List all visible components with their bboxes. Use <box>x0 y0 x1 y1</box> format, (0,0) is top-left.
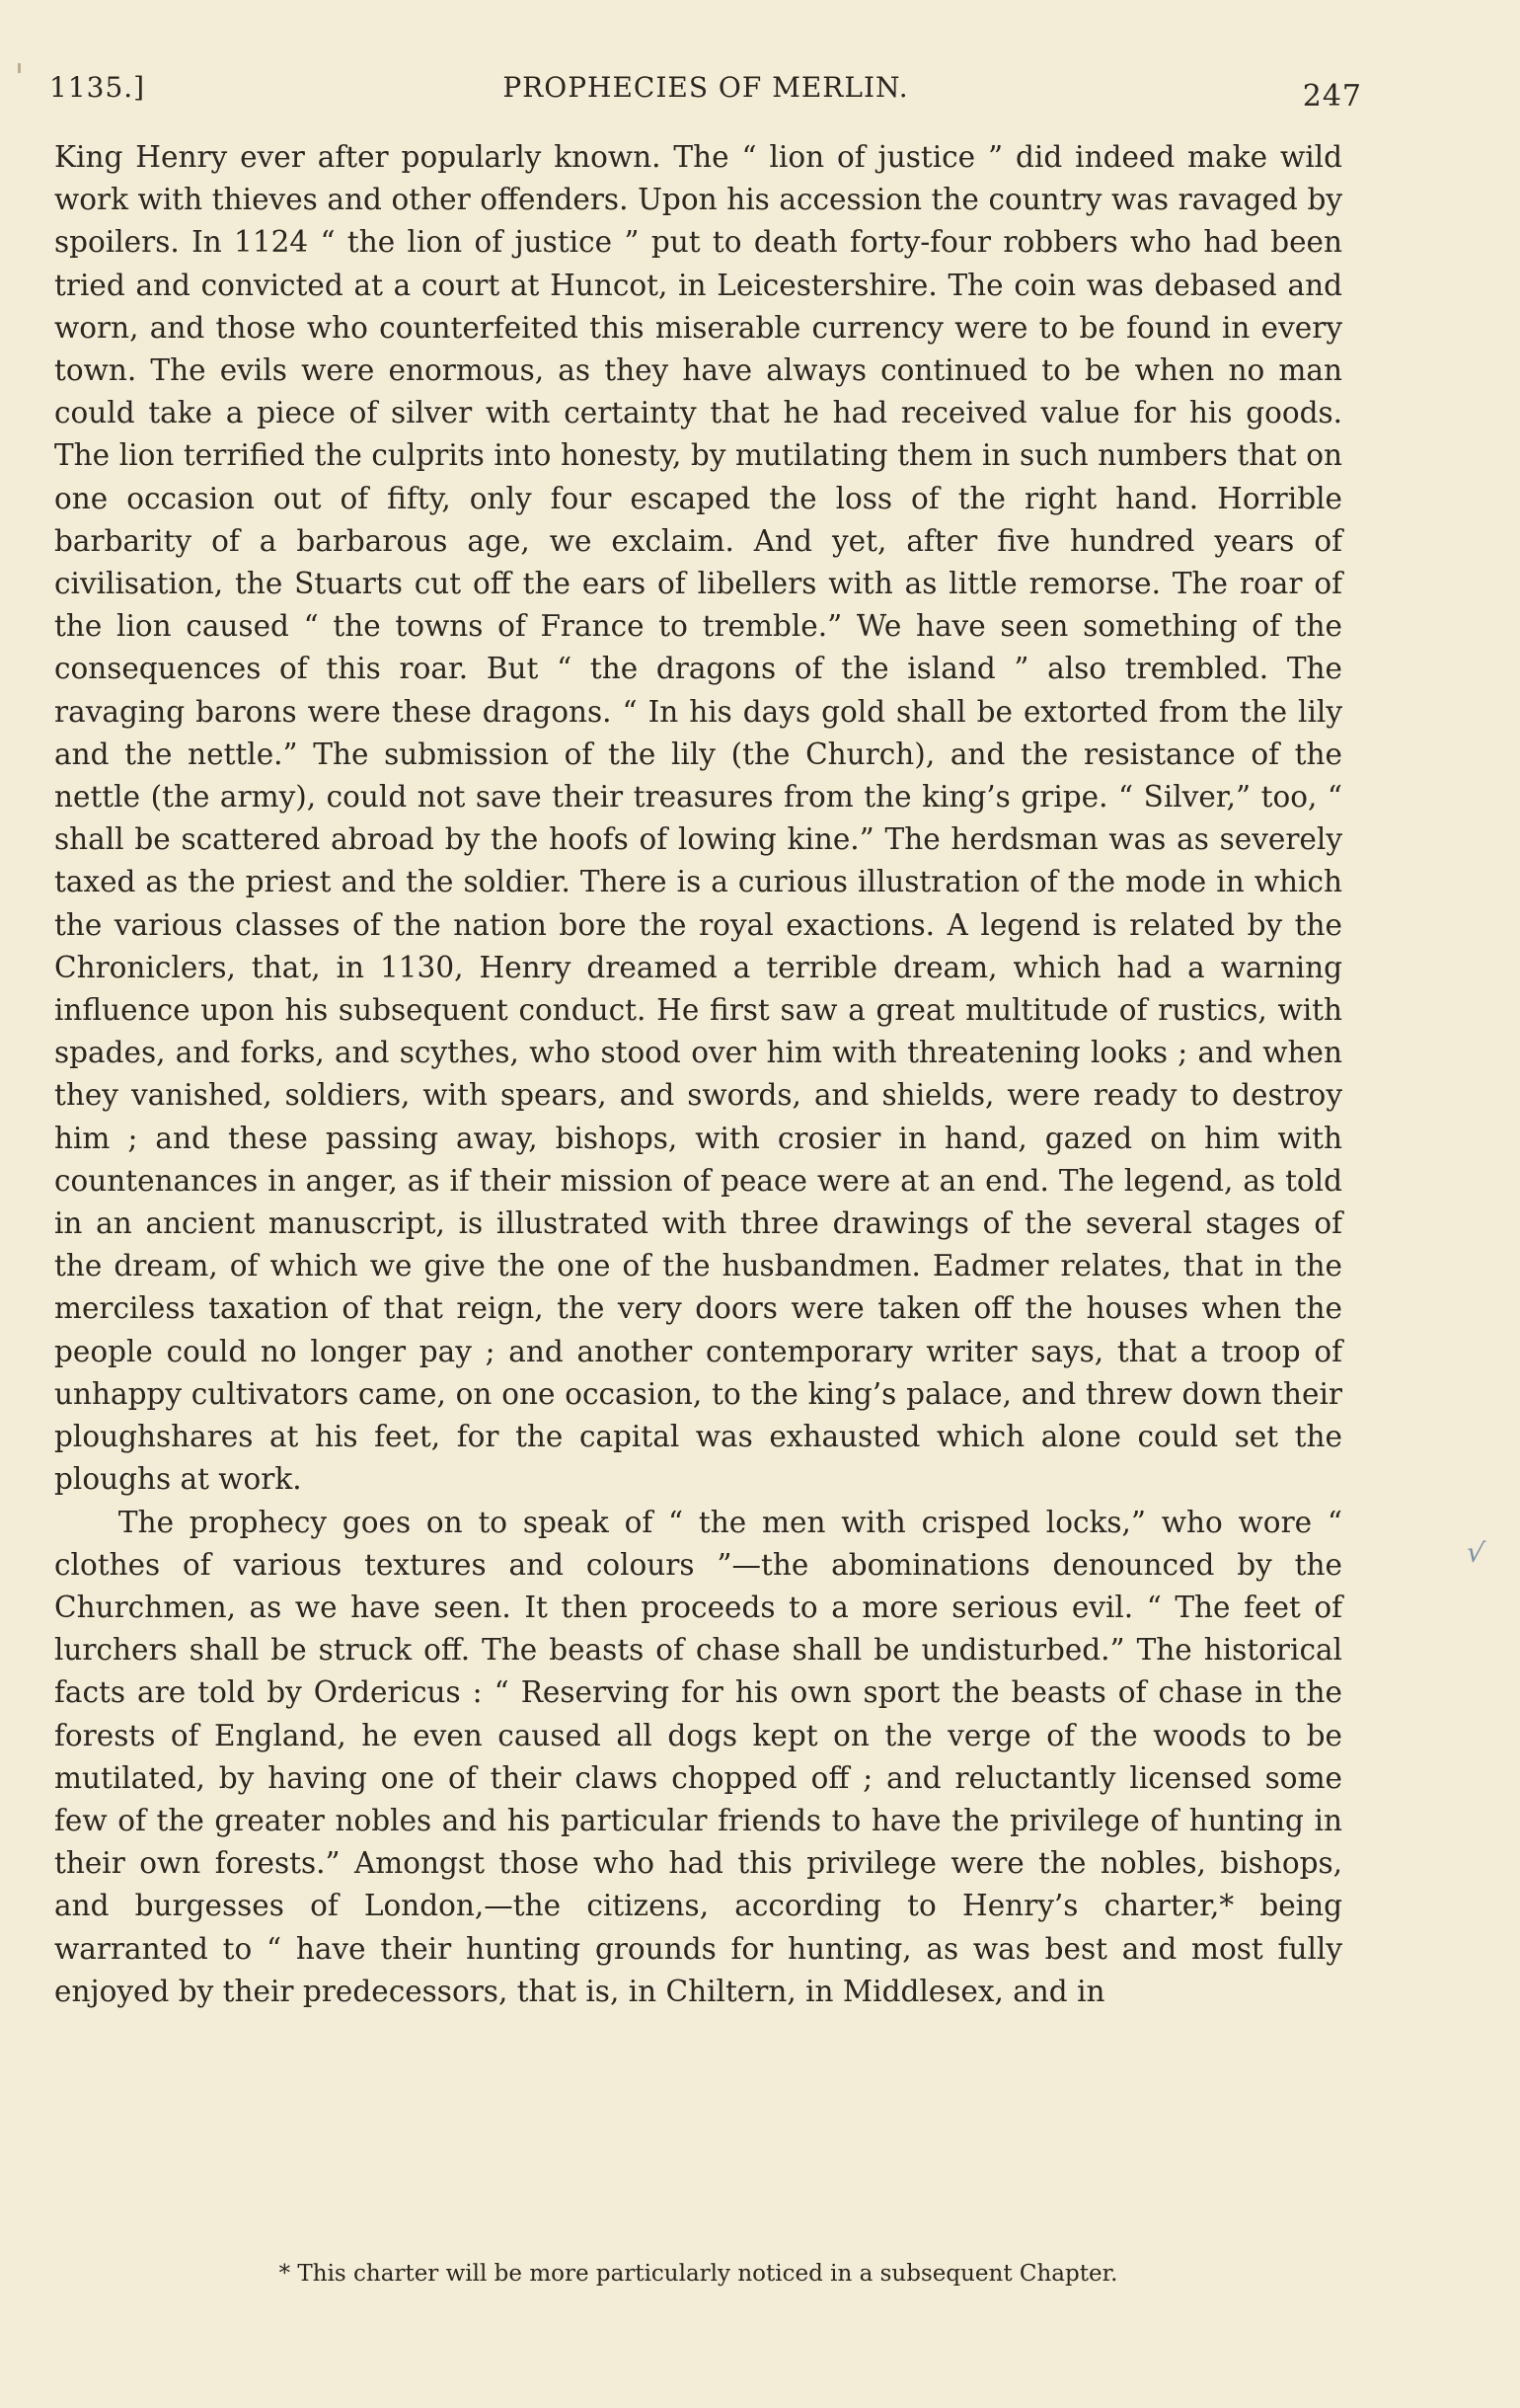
paragraph-2: The prophecy goes on to speak of “ the men with crisped locks,” who wore “ clothes of various textures and colours ”—the abominations denounced by the Churchmen, as we have seen. It then proceeds to a more serious evil. “ The feet of lurchers shall be struck off. The beasts of chase shall be undisturbed.” The historical facts are told by Ordericus : “ Reserving for his own sport the beasts of chase in the forests of England, he even caused all dogs kept on the verge of the woods to be mutilated, by having one of their claws chopped off ; and reluctantly licensed some few of the greater nobles and his particular friends to have the privilege of hunting in their own forests.” Amongst those who had this privilege were the nobles, bishops, and burgesses of London,—the citizens, according to Henry’s charter,* being warranted to “ have their hunting grounds for hunting, as was best and most fully enjoyed by their predecessors, that is, in Chiltern, in Middlesex, and in <box>54 1505 1342 2008</box>
margin-tick <box>18 63 21 73</box>
pencil-check-mark: √ <box>1464 1534 1487 1571</box>
header-date: 1135.] <box>49 71 146 104</box>
body-text <box>54 136 1342 2013</box>
paragraph-1: King Henry ever after popularly known. The “ lion of justice ” did indeed make wild work with thieves and other offenders. Upon his accession the country was ravaged by spoilers. In 1124 “ the lion of justice ” put to death forty-four robbers who had been tried and convicted at a court at Huncot, in Leicestershire. The coin was debased and worn, and those who counterfeited this miserable currency were to be found in every town. The evils were enormous, as they have always continued to be when no man could take a piece of silver with certainty that he had received value for his goods. The lion terrified the culprits into honesty, by mutilating them in such numbers that on one occasion out of fifty, only four escaped the loss of the right hand. Horrible barbarity of a barbarous age, we exclaim. And yet, after five hundred years of civilisation, the Stuarts cut off the ears of libellers with as little remorse. The roar of the lion caused “ the towns of France to tremble.” We have seen something of the consequences of this roar. But “ the dragons of the island ” also trembled. The ravaging barons were these dragons. “ In his days gold shall be extorted from the lily and the nettle.” The submission of the lily (the Church), and the resistance of the nettle (the army), could not save their treasures from the king’s gripe. “ Silver,” too, “ shall be scattered abroad by the hoofs of lowing kine.” The herdsman was as severely taxed as the priest and the soldier. There is a curious illustration of the mode in which the various classes of the nation bore the royal exactions. A legend is related by the Chroniclers, that, in 1130, Henry dreamed a terrible dream, which had a warning influence upon his subsequent conduct. He first saw a great multitude of rustics, with spades, and forks, and scythes, who stood over him with threatening looks ; and when they vanished, soldiers, with spears, and swords, and shields, were ready to destroy him ; and these passing away, bishops, with crosier in hand, gazed on him with countenances in anger, as if their mission of peace were at an end. The legend, as told in an ancient manuscript, is illustrated with three drawings of the several stages of the dream, of which we give the one of the husbandmen. Eadmer relates, that in the merciless taxation of that reign, the very doors were taken off the houses when the people could no longer pay ; and another contemporary writer says, that a troop of unhappy cultivators came, on one occasion, to the king’s palace, and threw down their ploughshares at his feet, for the capital was exhausted which alone could set the ploughs at work. <box>54 140 1342 1497</box>
footnote: * This charter will be more particularly noticed in a subsequent Chapter. <box>278 2261 1118 2287</box>
page-number: 247 <box>1302 79 1362 114</box>
header-title: PROPHECIES OF MERLIN. <box>502 71 909 104</box>
running-header <box>49 65 1362 115</box>
